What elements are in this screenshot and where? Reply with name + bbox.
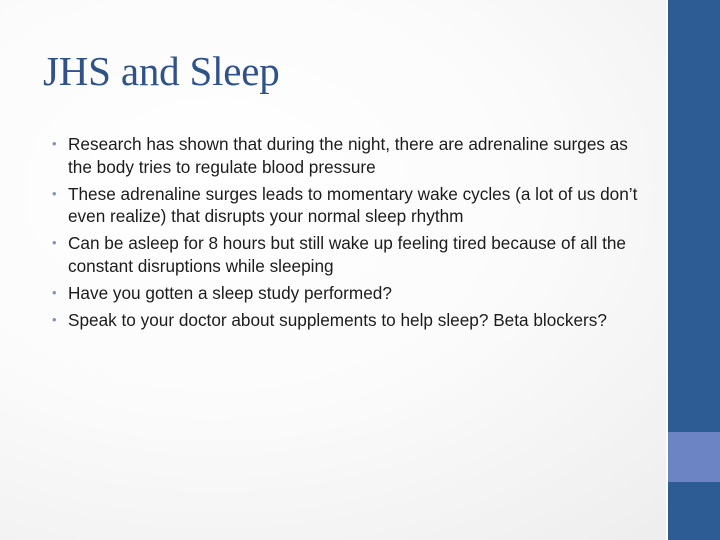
bullet-dot-icon: •: [52, 284, 57, 300]
side-decoration-bar: [666, 0, 720, 540]
bullet-text: Speak to your doctor about supplements to help sleep? Beta blockers?: [68, 309, 607, 330]
bullet-item: [52, 133, 652, 179]
bullet-text: Research has shown that during the night, there are adrenaline surges as the body tries to regulate blood pressure: [68, 134, 628, 177]
bullet-dot-icon: •: [52, 136, 57, 151]
bullet-list: [52, 133, 652, 335]
bullet-dot-icon: •: [52, 235, 57, 251]
bullet-dot-icon: •: [52, 185, 57, 201]
bullet-item: [52, 183, 652, 229]
bullet-text: Have you gotten a sleep study performed?: [68, 282, 392, 303]
side-bar-accent-block: [668, 432, 720, 482]
bullet-item: [52, 309, 652, 332]
bullet-text: These adrenaline surges leads to momentary wake cycles (a lot of us don’t even realize) that disrupts your normal sleep rhythm: [68, 183, 638, 227]
bullet-text: Can be asleep for 8 hours but still wake up feeling tired because of all the constant disruptions while sleeping: [68, 233, 626, 276]
bullet-item: [52, 282, 652, 305]
slide-title: JHS and Sleep: [43, 48, 280, 94]
bullet-dot-icon: •: [52, 311, 57, 327]
bullet-item: [52, 232, 652, 278]
